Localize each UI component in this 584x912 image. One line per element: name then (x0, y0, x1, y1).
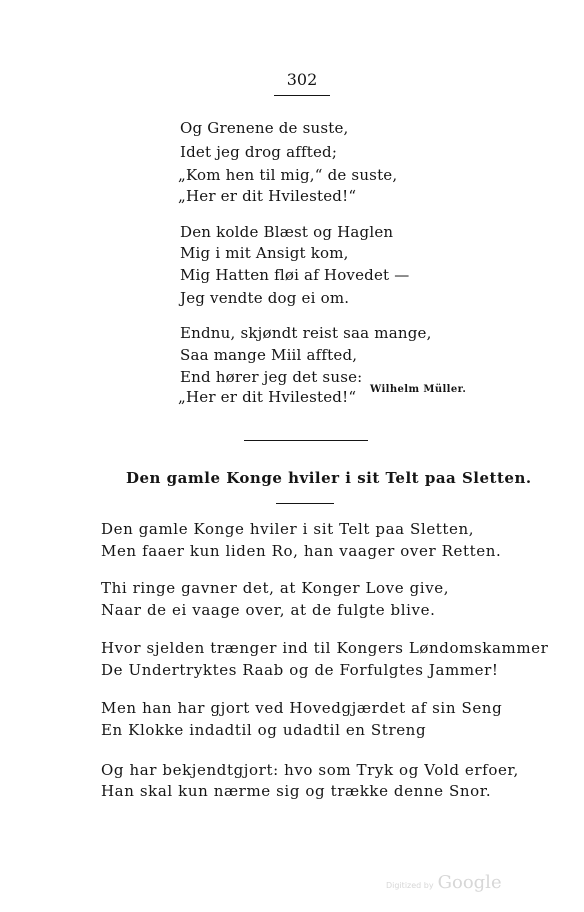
verse-line: Thi ringe gavner det, at Konger Love give, (101, 579, 450, 597)
verse-line: Den kolde Blæst og Haglen (180, 223, 394, 241)
verse-line: Mig i mit Ansigt kom, (180, 244, 349, 262)
verse-line: En Klokke indadtil og udadtil en Streng (101, 721, 427, 739)
verse-line: Han skal kun nærme sig og trække denne Snor. (101, 782, 492, 800)
verse-line: Og Grenene de suste, (180, 119, 349, 137)
google-logo: Google (437, 872, 502, 893)
verse-line: „Kom hen til mig,“ de suste, (178, 166, 398, 184)
poem-title: Den gamle Konge hviler i sit Telt paa Sletten. (126, 469, 532, 487)
verse-line: Saa mange Miil affted, (180, 346, 358, 364)
verse-line: Men faaer kun liden Ro, han vaager over Retten. (101, 542, 502, 560)
verse-line: Idet jeg drog affted; (180, 143, 338, 161)
verse-line: Naar de ei vaage over, at de fulgte blive. (101, 601, 436, 619)
page-number-underline (274, 95, 330, 96)
verse-line: De Undertryktes Raab og de Forfulgtes Jammer! (101, 661, 499, 679)
watermark-prefix: Digitized by (386, 881, 434, 890)
verse-line: „Her er dit Hvilested!“ (178, 187, 357, 205)
verse-line: Den gamle Konge hviler i sit Telt paa Sletten, (101, 520, 475, 538)
verse-line: Endnu, skjøndt reist saa mange, (180, 324, 432, 342)
verse-line: End hører jeg det suse: (180, 368, 363, 386)
page-number: 302 (286, 70, 318, 89)
verse-line: „Her er dit Hvilested!“ (178, 388, 357, 406)
verse-line: Men han har gjort ved Hovedgjærdet af sin Seng (101, 699, 503, 717)
verse-line: Jeg vendte dog ei om. (180, 289, 350, 307)
title-underline (276, 503, 334, 504)
author-signature: Wilhelm Müller. (370, 384, 467, 395)
verse-line: Mig Hatten fløi af Hovedet — (180, 266, 410, 284)
verse-line: Og har bekjendtgjort: hvo som Tryk og Vold erfoer, (101, 761, 519, 779)
section-divider (244, 440, 368, 441)
verse-line: Hvor sjelden trænger ind til Kongers Løndomskammer (101, 639, 549, 657)
digitization-watermark (386, 872, 502, 893)
